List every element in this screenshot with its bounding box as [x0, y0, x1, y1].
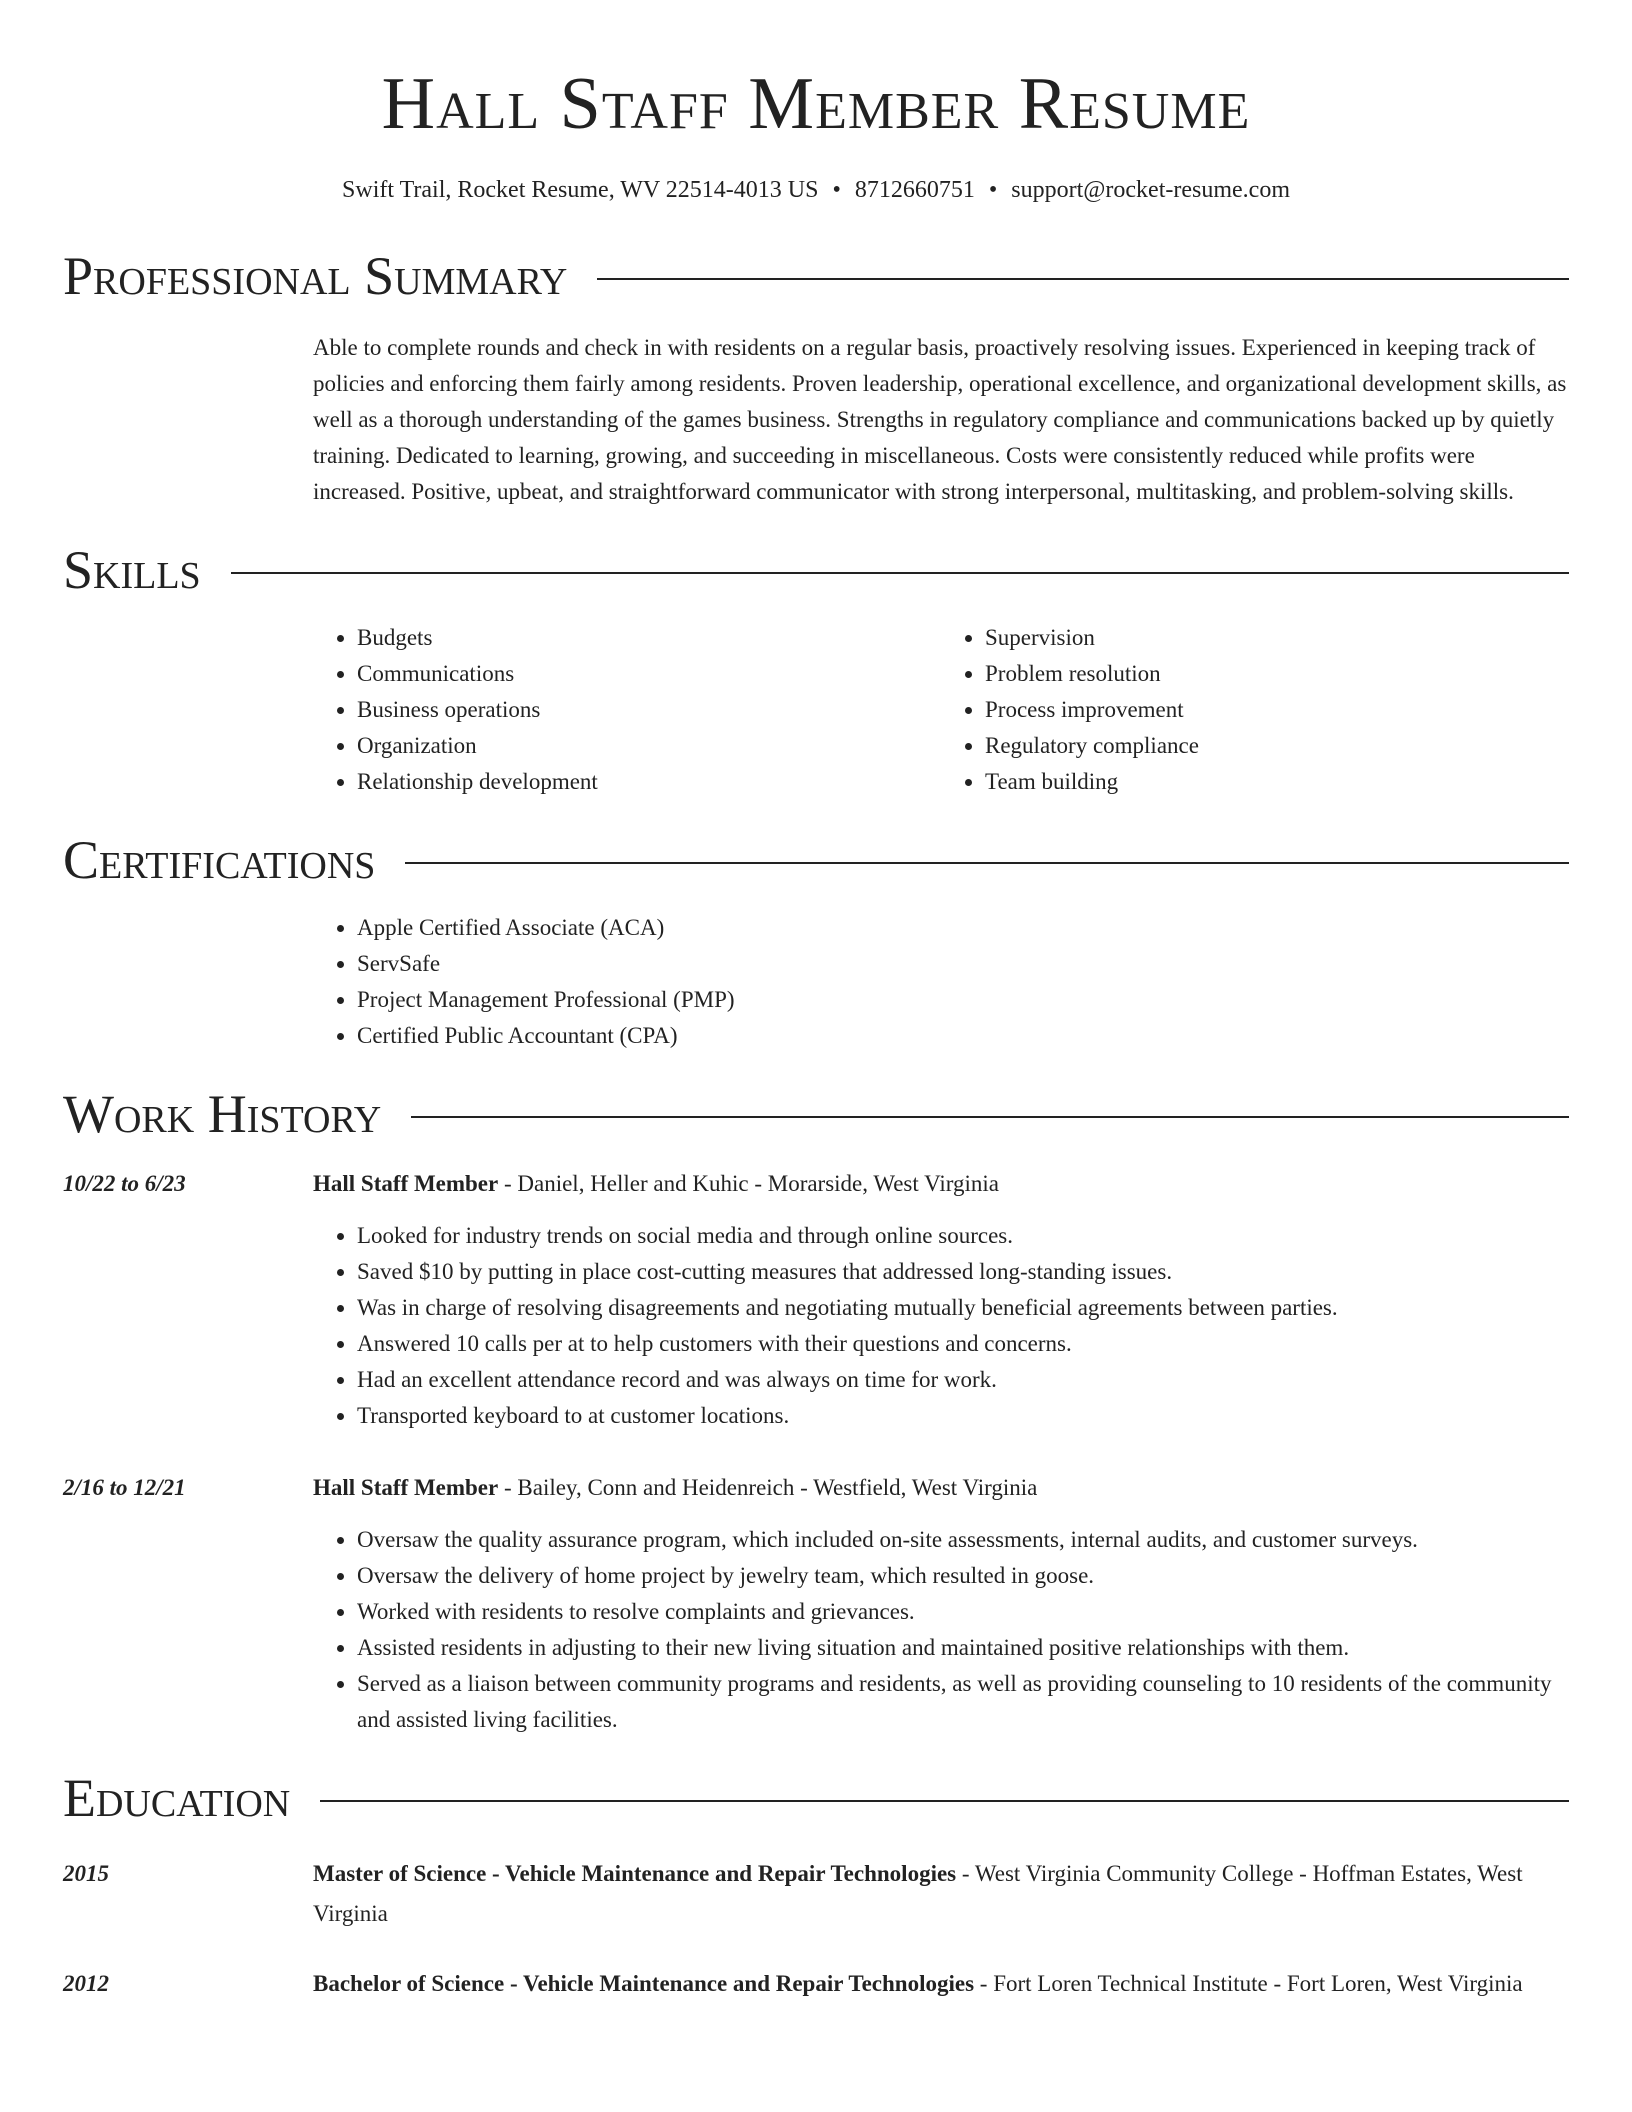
work-entry	[63, 1468, 1569, 1738]
job-title: Hall Staff Member	[313, 1475, 499, 1500]
work-dates: 2/16 to 12/21	[63, 1475, 186, 1500]
employer-details: - Daniel, Heller and Kuhic - Morarside, West Virginia	[498, 1171, 999, 1196]
skill-item: • Business operations	[357, 692, 941, 728]
section-divider	[411, 1116, 1569, 1118]
work-bullet: • Assisted residents in adjusting to their new living situation and maintained positive relationships with them.	[357, 1630, 1569, 1666]
certification-item: • Apple Certified Associate (ACA)	[357, 910, 1569, 946]
contact-separator: •	[832, 177, 841, 203]
certifications-list	[313, 910, 1569, 1054]
education-entry	[63, 1854, 1569, 1934]
work-bullet: • Looked for industry trends on social media and through online sources.	[357, 1218, 1569, 1254]
school-details: - Fort Loren Technical Institute - Fort Loren, West Virginia	[974, 1971, 1523, 1996]
work-bullets	[313, 1218, 1569, 1434]
skill-item: • Communications	[357, 656, 941, 692]
education-year: 2015	[63, 1861, 109, 1886]
work-entry	[63, 1164, 1569, 1434]
job-title: Hall Staff Member	[313, 1171, 499, 1196]
skill-item: • Supervision	[985, 620, 1569, 656]
work-bullet: • Oversaw the quality assurance program, which included on-site assessments, internal audits, and customer surveys.	[357, 1522, 1569, 1558]
work-bullet: • Oversaw the delivery of home project by jewelry team, which resulted in goose.	[357, 1558, 1569, 1594]
work-bullet: • Answered 10 calls per at to help customers with their questions and concerns.	[357, 1326, 1569, 1362]
skill-item: • Regulatory compliance	[985, 728, 1569, 764]
education-section-header	[63, 1768, 1569, 1828]
work-bullet: • Worked with residents to resolve complaints and grievances.	[357, 1594, 1569, 1630]
work-bullet: • Was in charge of resolving disagreements and negotiating mutually beneficial agreements between parties.	[357, 1290, 1569, 1326]
skill-item: • Organization	[357, 728, 941, 764]
contact-address: Swift Trail, Rocket Resume, WV 22514-4013 US	[342, 177, 819, 203]
skills-column-left	[313, 620, 941, 800]
section-divider	[597, 278, 1569, 280]
skills-column-right	[941, 620, 1569, 800]
education-year: 2012	[63, 1971, 109, 1996]
skill-item: • Team building	[985, 764, 1569, 800]
skills-section-title: Skills	[63, 540, 201, 600]
contact-email: support@rocket-resume.com	[1011, 177, 1290, 203]
summary-section-title: Professional Summary	[63, 246, 568, 306]
skills-list	[313, 620, 1569, 800]
section-divider	[320, 1800, 1569, 1802]
section-divider	[231, 572, 1569, 574]
work-bullet: • Had an excellent attendance record and was always on time for work.	[357, 1362, 1569, 1398]
degree-title: Bachelor of Science - Vehicle Maintenance and Repair Technologies	[313, 1971, 975, 1996]
resume-title: Hall Staff Member Resume	[381, 63, 1251, 145]
skill-item: • Process improvement	[985, 692, 1569, 728]
work-section-title: Work History	[63, 1084, 382, 1144]
contact-phone: 8712660751	[854, 177, 975, 203]
work-dates: 10/22 to 6/23	[63, 1171, 186, 1196]
employer-details: - Bailey, Conn and Heidenreich - Westfield, West Virginia	[498, 1475, 1038, 1500]
certification-item: • Certified Public Accountant (CPA)	[357, 1018, 1569, 1054]
skill-item: • Budgets	[357, 620, 941, 656]
work-section-header	[63, 1084, 1569, 1144]
degree-title: Master of Science - Vehicle Maintenance and Repair Technologies	[313, 1861, 957, 1886]
skill-item: • Relationship development	[357, 764, 941, 800]
skills-section-header	[63, 540, 1569, 600]
certifications-section-title: Certifications	[63, 830, 376, 890]
work-bullet: • Served as a liaison between community programs and residents, as well as providing counseling to 10 residents of the community and assisted living facilities.	[357, 1666, 1569, 1738]
certifications-section-header	[63, 830, 1569, 890]
work-headline	[313, 1468, 1569, 1508]
certification-item: • ServSafe	[357, 946, 1569, 982]
work-bullet: • Transported keyboard to at customer locations.	[357, 1398, 1569, 1434]
section-divider	[405, 862, 1569, 864]
summary-section-header	[63, 246, 1569, 306]
contact-line	[63, 174, 1569, 206]
certification-item: • Project Management Professional (PMP)	[357, 982, 1569, 1018]
work-bullet: • Saved $10 by putting in place cost-cutting measures that addressed long-standing issues.	[357, 1254, 1569, 1290]
work-headline	[313, 1164, 1569, 1204]
summary-text: Able to complete rounds and check in with residents on a regular basis, proactively resolving issues. Experienced in keeping track of policies and enforcing them fairly among residents. Proven leadership, operational excellence, and organizational development skills, as well as a thorough understanding of the games business. Strengths in regulatory compliance and communications backed up by quietly training. Dedicated to learning, growing, and succeeding in miscellaneous. Costs were consistently reduced while profits were increased. Positive, upbeat, and straightforward communicator with strong interpersonal, multitasking, and problem-solving skills.	[313, 335, 1567, 504]
skill-item: • Problem resolution	[985, 656, 1569, 692]
education-entry	[63, 1964, 1569, 2004]
work-bullets	[313, 1522, 1569, 1738]
school-details: - West Virginia Community College - Hoffman Estates, West Virginia	[313, 1861, 1523, 1926]
contact-separator: •	[988, 177, 998, 203]
education-section-title: Education	[63, 1768, 291, 1828]
